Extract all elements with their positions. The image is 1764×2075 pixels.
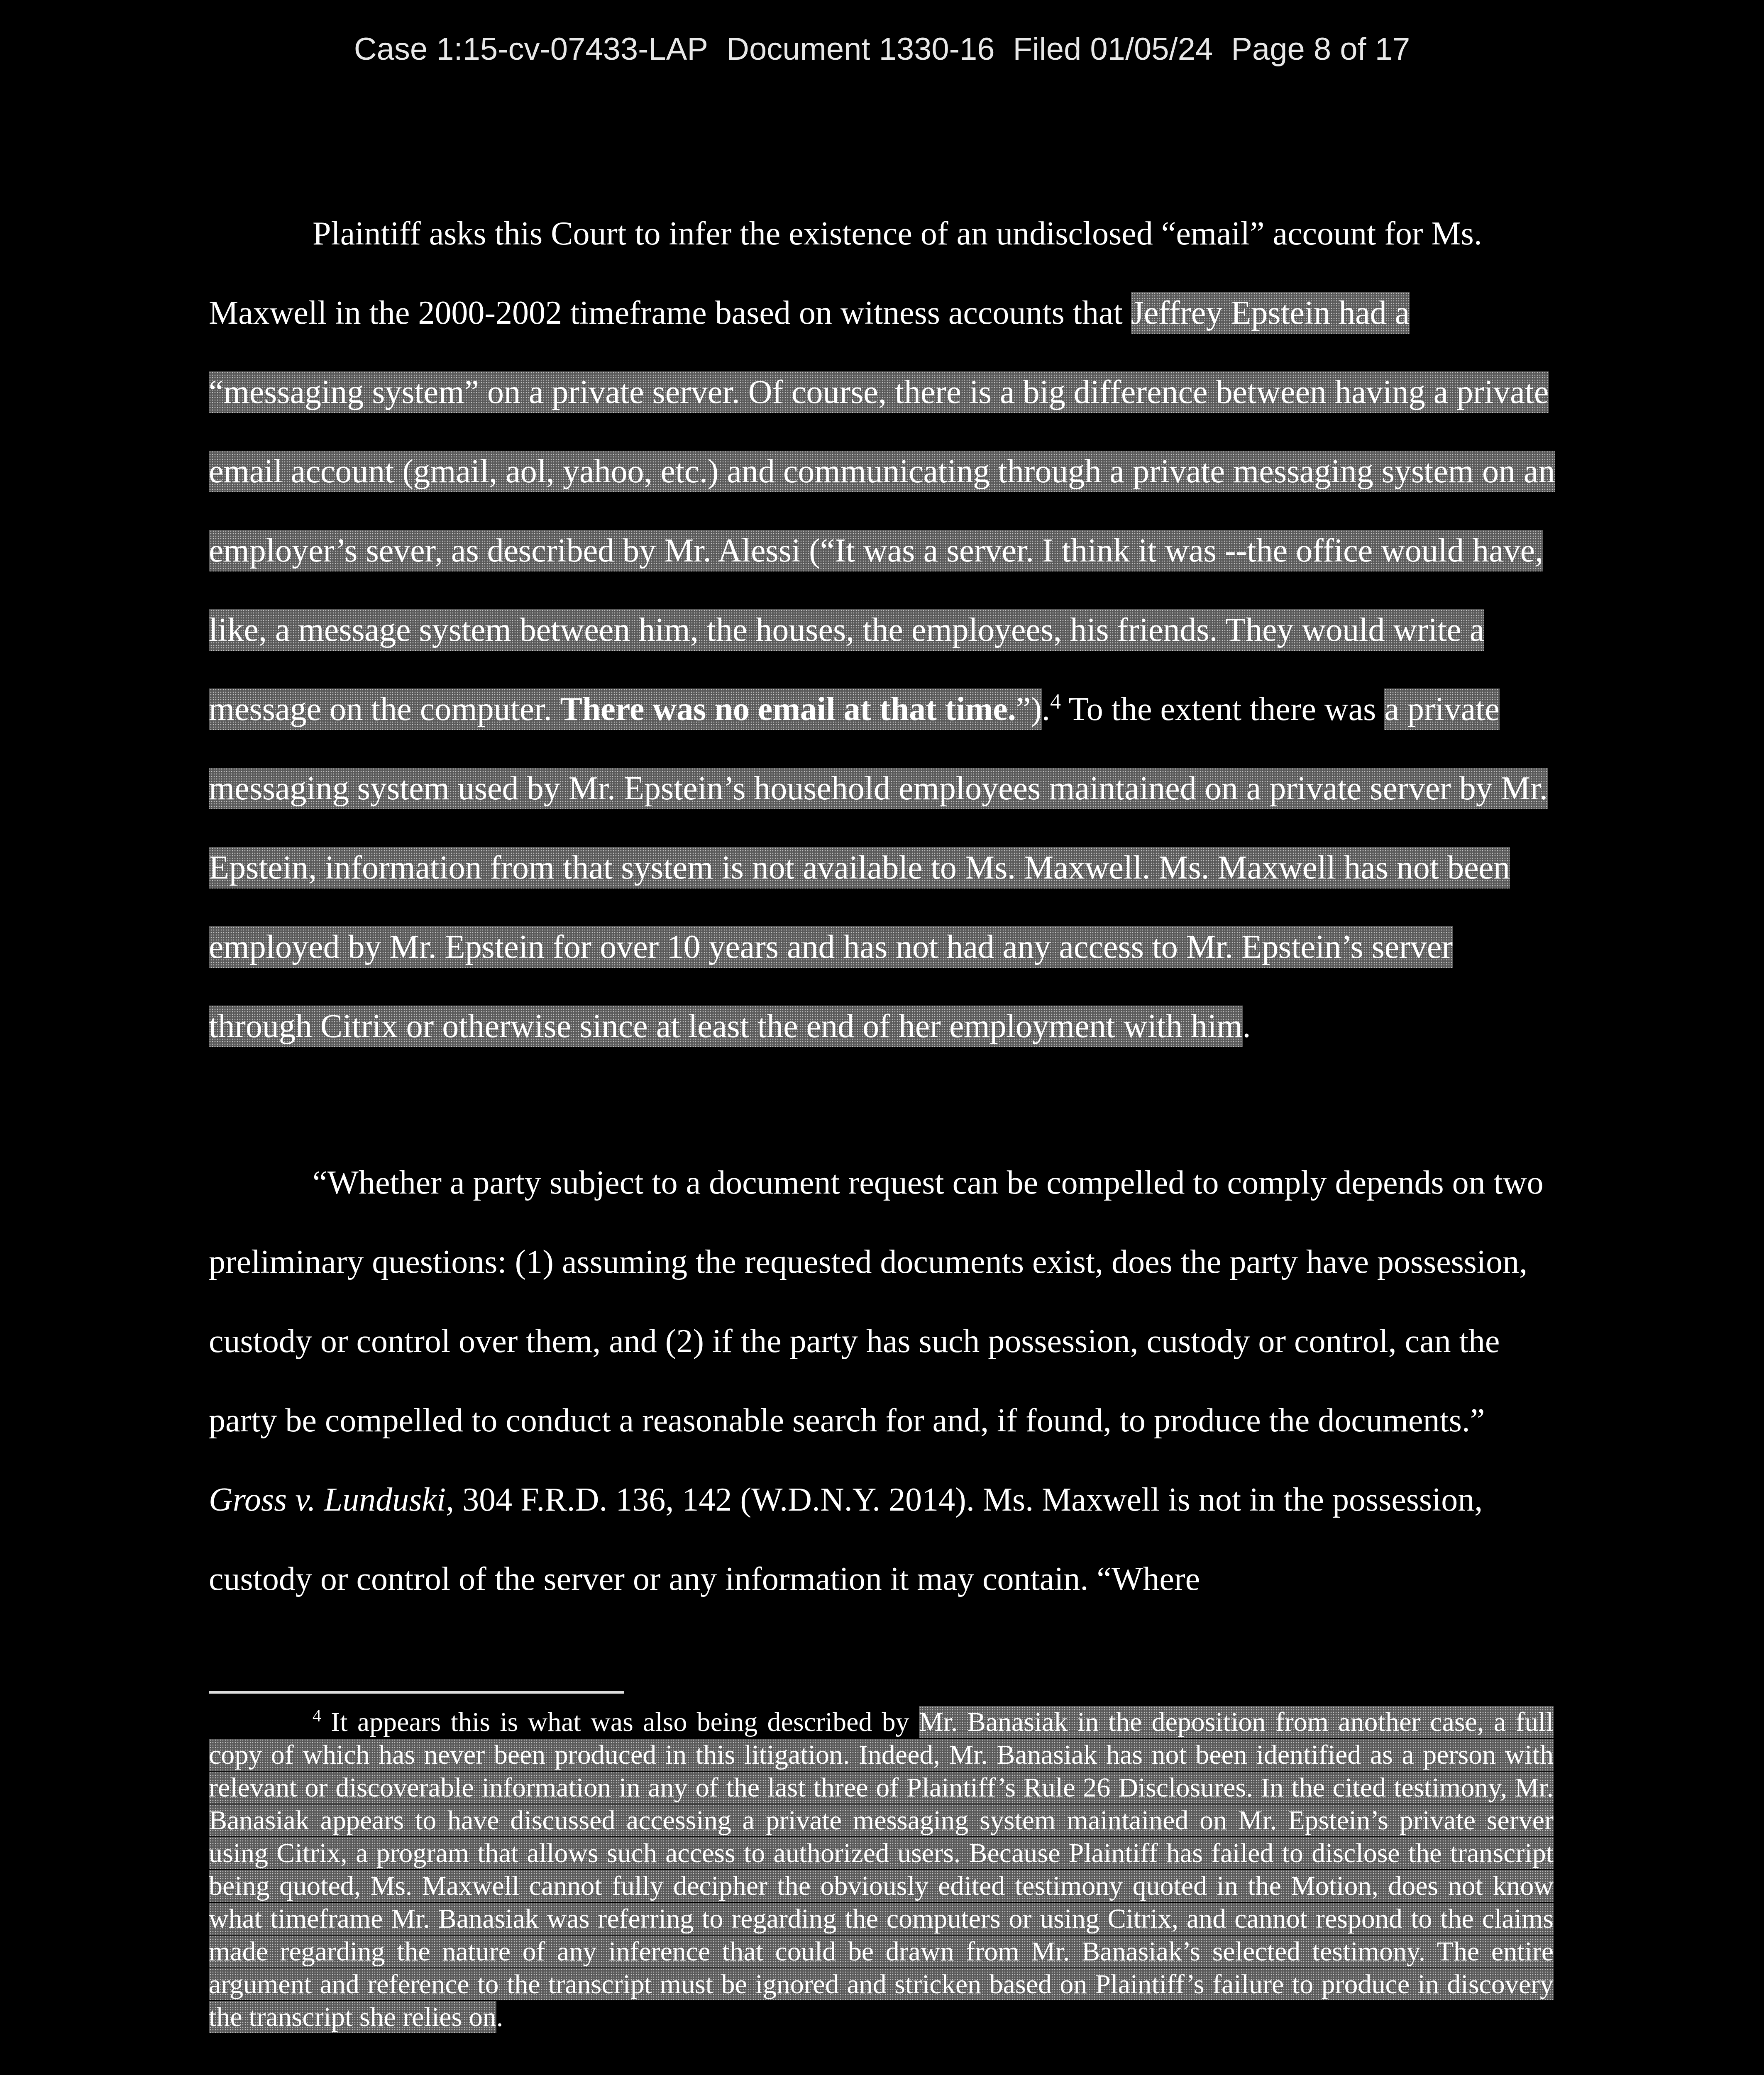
p1-highlight-bold: There was no email at that time.: [560, 691, 1016, 727]
p1-text-b: .: [1041, 691, 1050, 727]
footnote-4: [209, 1706, 1554, 2034]
case-number: Case 1:15-cv-07433-LAP: [354, 32, 709, 67]
footnote-reference[interactable]: 4: [1050, 690, 1061, 714]
highlighted-span: Mr. Banasiak in the deposition from another case, a full copy of which has never been produced in this litigation. Indeed, Mr. Banasiak has not been identified as a person with relevant or discoverable information in any of the last three of Plaintiff’s Rule 26 Disclosures. In the cited testimony, Mr. Banasiak appears to have discussed accessing a private messaging system maintained on Mr. Epstein’s private server using Citrix, a program that allows such access to authorized users. Because Plaintiff has failed to disclose the transcript being quoted, Ms. Maxwell cannot fully decipher the obviously edited testimony quoted in the Motion, does not know what timeframe Mr. Banasiak was referring to regarding the computers or using Citrix, and cannot respond to the claims made regarding the nature of any inference that could be drawn from Mr. Banasiak’s selected testimony. The entire argument and reference to the transcript must be ignored and stricken based on Plaintiff’s failure to produce in discovery the transcript she relies on: [209, 1707, 1554, 2032]
page-indicator: Page 8 of 17: [1231, 32, 1410, 67]
footnote-number: 4: [313, 1706, 321, 1726]
body-paragraph-1: [209, 194, 1558, 1066]
p1-highlight-b-end: ”): [1016, 691, 1042, 727]
footnote-text-b: .: [496, 2002, 503, 2032]
p2-text-a: “Whether a party subject to a document request can be compelled to comply depends on two preliminary questions: (1) assuming the requested documents exist, does the party have possession, custody or control over them, and (2) if the party has such possession, custody or control, can the party be compelled to conduct a reasonable search for and, if found, to produce the documents.”: [209, 1164, 1544, 1439]
footnote-text-a: It appears this is what was also being described by: [321, 1707, 919, 1737]
p1-text-c: To the extent there was: [1060, 691, 1385, 727]
case-header: [0, 31, 1764, 67]
p1-highlight-a: Jeffrey Epstein had a “messaging system” on a private server. Of course, there is a big difference between having a private email account (gmail, aol, yahoo, etc.) and communicating through a private messaging system on an employer’s sever, as described by Mr. Alessi (“It was a server. I think it was --the office would have, like, a message system between him, the houses, the employees, his friends. They would write a message on the computer.: [209, 295, 1555, 727]
highlighted-span: [209, 292, 1555, 730]
footnote-separator: [209, 1691, 624, 1694]
body-paragraph-2: [209, 1143, 1558, 1619]
p2-text-b: , 304 F.R.D. 136, 142 (W.D.N.Y. 2014). Ms. Maxwell is not in the possession, custody or control of the server or any information it may contain. “Where: [209, 1482, 1483, 1597]
filed-date: Filed 01/05/24: [1013, 32, 1213, 67]
document-number: Document 1330-16: [726, 32, 995, 67]
highlighted-span: a private messaging system used by Mr. Epstein’s household employees maintained on a private server by Mr. Epstein, information from that system is not available to Ms. Maxwell. Ms. Maxwell has not been employed by Mr. Epstein for over 10 years and has not had any access to Mr. Epstein’s server through Citrix or otherwise since at least the end of her employment with him: [209, 688, 1548, 1047]
case-citation: Gross v. Lunduski: [209, 1482, 446, 1518]
p1-text-d: .: [1242, 1008, 1251, 1045]
p1-text-a: Plaintiff asks this Court to infer the existence of an undisclosed “email” account for Ms. Maxwell in the 2000-2002 timeframe based on witness accounts that: [209, 215, 1482, 331]
